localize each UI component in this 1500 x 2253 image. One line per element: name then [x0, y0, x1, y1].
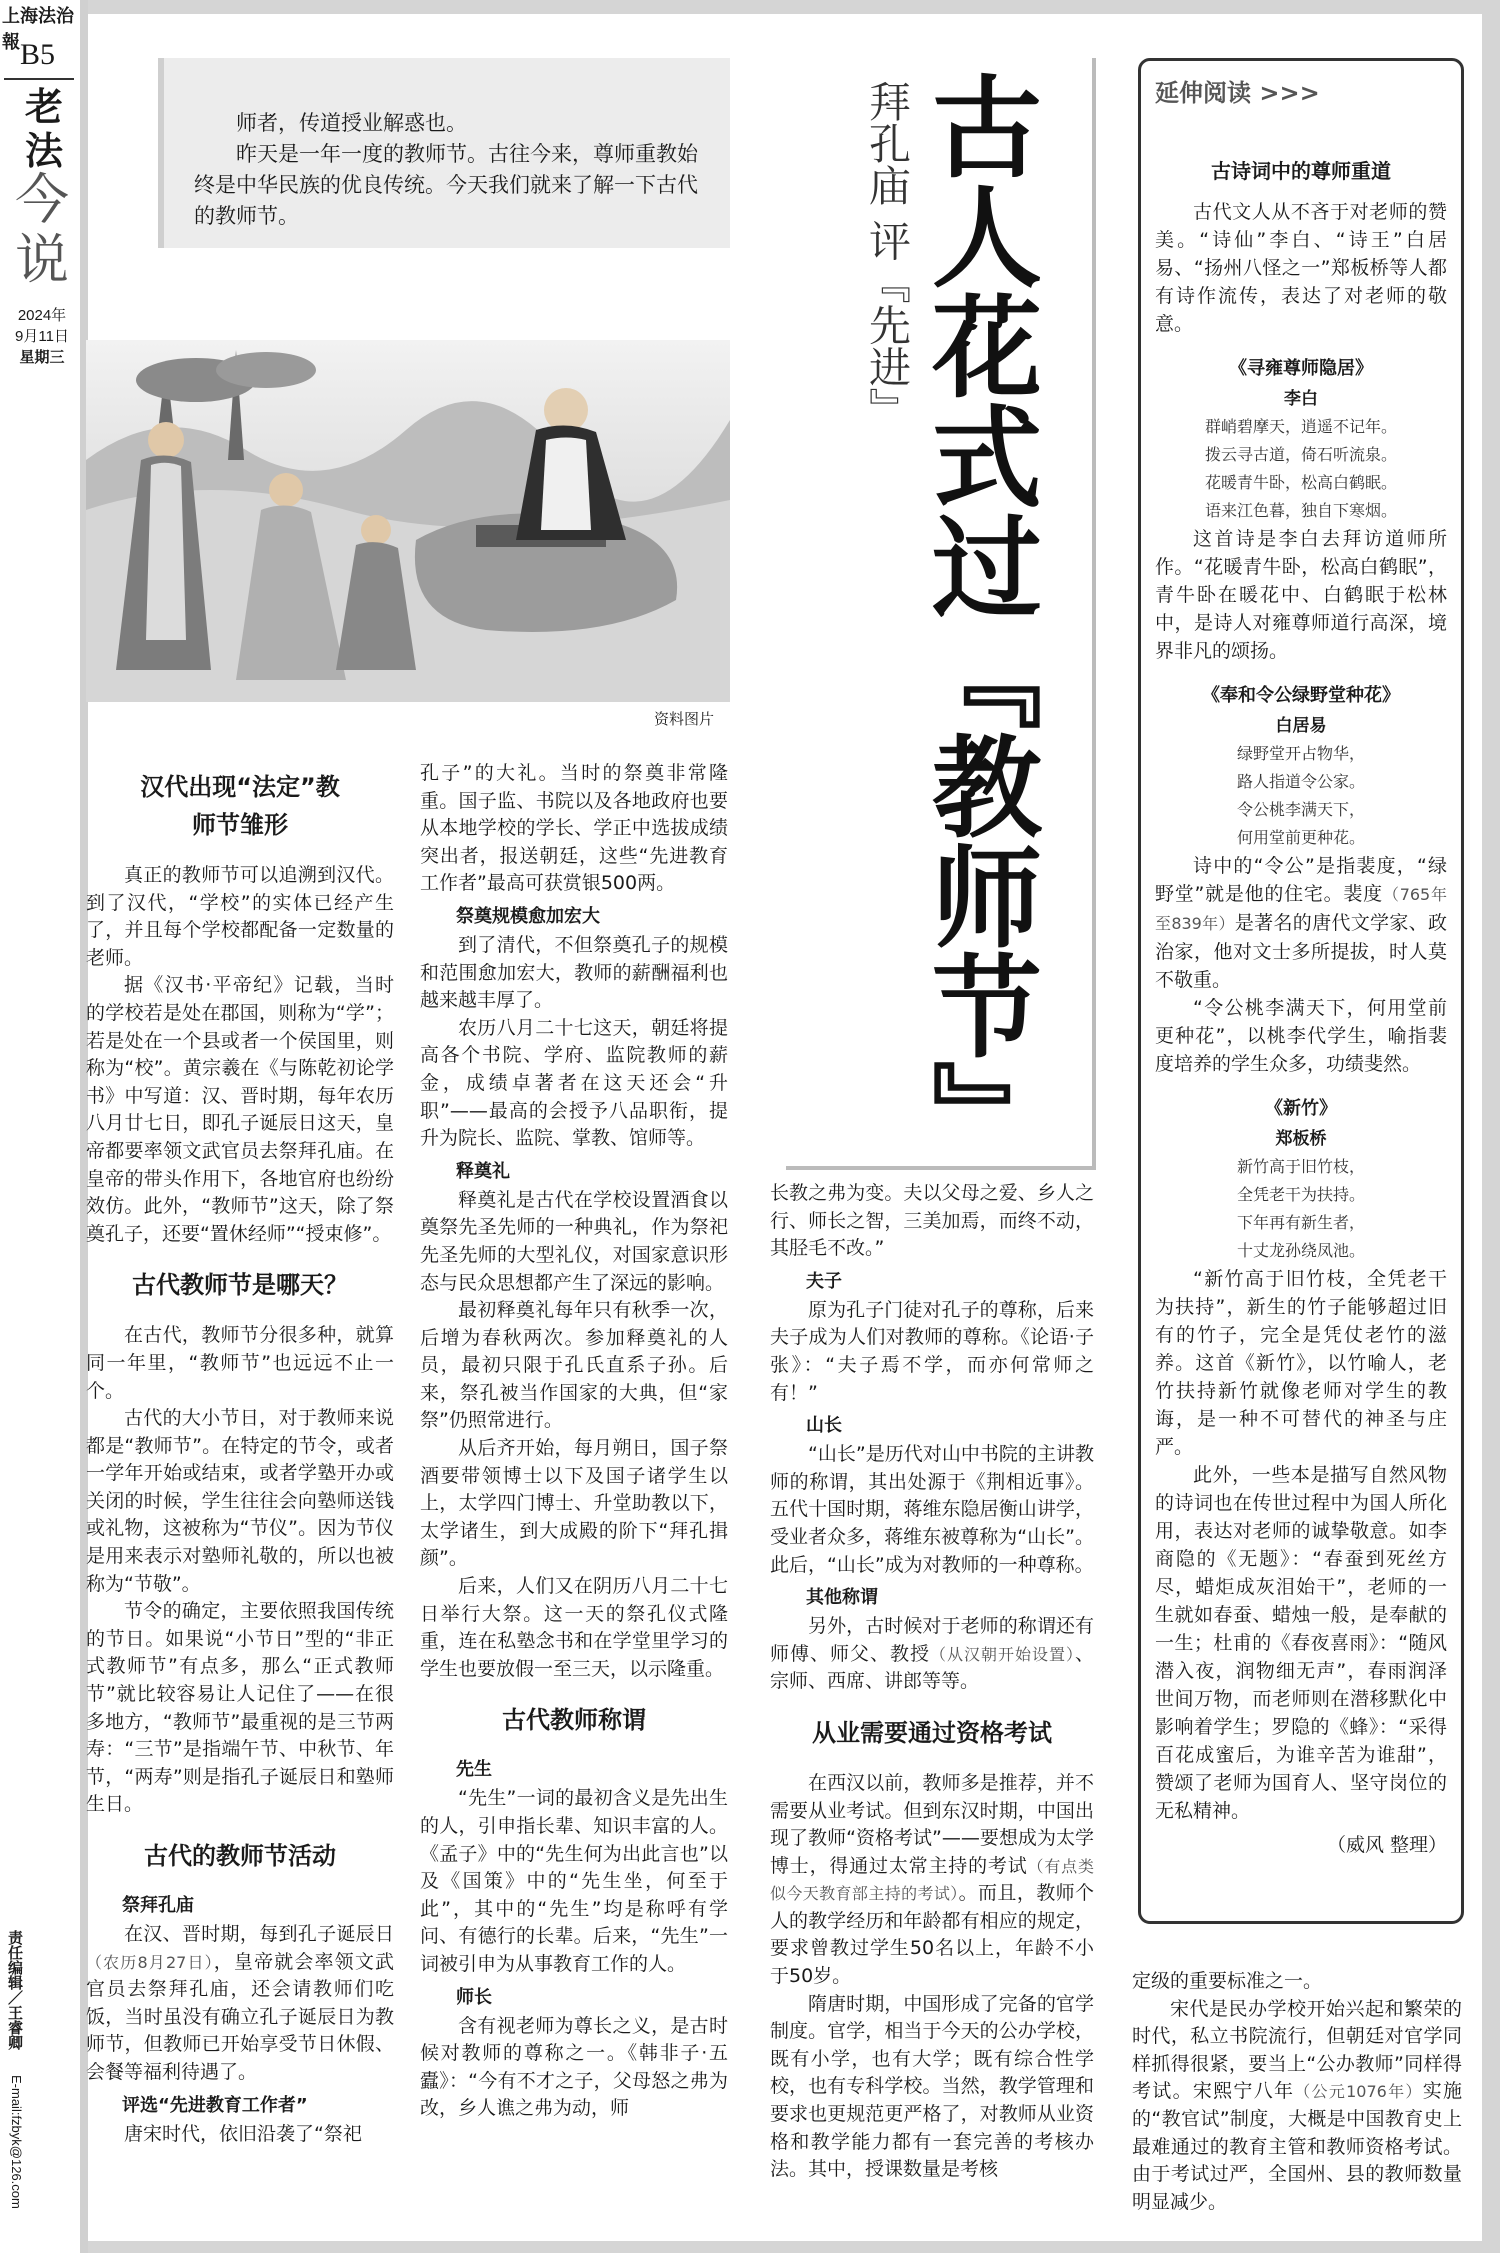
- paragraph: 节令的确定，主要依照我国传统的节日。如果说“小节日”型的“非正式教师节”有点多，那么“正式教师节”就比较容易让人记住了——在很多地方，“教师节”最重视的是三节两寿：“三节”是指端午节、中秋节、年节，“两寿”则是指孔子诞辰日和塾师生日。: [86, 1600, 394, 1816]
- note: （765年至839年）: [1155, 885, 1447, 933]
- paragraph: [770, 1770, 1094, 1991]
- paragraph: “先生”一词的最初含义是先出生的人，引申指长辈、知识丰富的人。《孟子》中的“先生何为出此言也”以及《国策》中的“先生坐，何至于此”，其中的“先生”均是称呼有学问、有德行的长辈。后来，“先生”一词被引申为从事教育工作的人。: [420, 1787, 728, 1975]
- poem-line: 令公桃李满天下，: [1236, 800, 1365, 819]
- paragraph: 长教之弗为变。夫以父母之爱、乡人之行、师长之智，三美加焉，而终不动，其胫毛不改。”: [770, 1182, 1094, 1260]
- paragraph: [1132, 1996, 1462, 2217]
- paragraph: 据《汉书·平帝纪》记载，当时的学校若是处在郡国，则称为“学”；若是处在一个县或者一个侯国里，则称为“校”。黄宗羲在《与陈乾初论学书》中写道：汉、晋时期，每年农历八月廿七日，即孔子诞辰日这天，皇帝都要率领文武官员去祭拜孔庙。在皇帝的带头作用下，各地官府也纷纷效仿。此外，“教师节”这天，除了祭奠孔子，还要“置休经师”“授束修”。: [86, 974, 394, 1245]
- text: 是著名的唐代文学家、政治家，他对文士多所提拔，时人莫不敬重。: [1155, 912, 1447, 991]
- poem-line: 拨云寻古道，倚石听流泉。: [1204, 445, 1397, 464]
- sidebar-section-title: 古诗词中的尊师重道: [1211, 159, 1391, 183]
- section-heading: 汉代出现“法定”教师节雏形: [140, 773, 340, 839]
- paragraph: [770, 1613, 1094, 1696]
- paragraph: “山长”是历代对山中书院的主讲教师的称谓，其出处源于《荆相近事》。五代十国时期，蒋维东隐居衡山讲学，受业者众多，蒋维东被尊称为“山长”。此后，“山长”成为对教师的一种尊称。: [770, 1443, 1094, 1576]
- extended-reading-heading: 延伸阅读 >>>: [1155, 79, 1320, 107]
- top-border: [88, 0, 1500, 14]
- section-heading: 古代的教师节活动: [144, 1842, 336, 1870]
- paragraph: 最初释奠礼每年只有秋季一次，后增为春秋两次。参加释奠礼的人员，最初只限于孔氏直系子孙。后来，祭孔被当作国家的大典，但“家祭”仍照常进行。: [420, 1299, 728, 1432]
- poem-line: 群峭碧摩天，逍遥不记年。: [1204, 417, 1397, 436]
- paragraph: 农历八月二十七这天，朝廷将提高各个书院、学府、监院教师的薪金，成绩卓著者在这天还会“升职”——最高的会授予八品职衔，提升为院长、监院、掌教、馆师等。: [420, 1016, 728, 1150]
- poem-author: 白居易: [1275, 716, 1327, 736]
- compiler-credit: （威风 整理）: [1326, 1834, 1447, 1856]
- subheading: 评选“先进教育工作者”: [122, 2094, 308, 2116]
- paragraph: 后来，人们又在阴历八月二十七日举行大祭。这一天的祭孔仪式隆重，连在私塾念书和在学堂里学习的学生也要放假一至三天，以示隆重。: [420, 1575, 728, 1680]
- subheading: 山长: [806, 1415, 842, 1437]
- extended-reading-body: [1155, 145, 1447, 1859]
- paragraph: 古代文人从不吝于对老师的赞美。“诗仙”李白、“诗王”白居易、“扬州八怪之一”郑板桥等人都有诗作流传，表达了对老师的敬意。: [1155, 201, 1447, 335]
- text: 另外，古时候对于老师的称谓还有师傅、师父、教授: [770, 1615, 1094, 1665]
- date-day: 9月11日: [15, 328, 69, 345]
- paragraph: 在古代，教师节分很多种，就算同一年里，“教师节”也远远不止一个。: [86, 1324, 394, 1402]
- text: 。而且，教师个人的教学经历和年龄都有相应的规定，要求曾教过学生50名以上，年龄不小于50岁。: [770, 1882, 1094, 1988]
- paragraph: 含有视老师为尊长之义，是古时候对教师的尊称之一。《韩非子·五蠹》：“今有不才之子，父母怒之弗为改，乡人谯之弗为动，师: [420, 2014, 728, 2120]
- text: 、宗师、西席、讲郎等等。: [770, 1642, 1094, 1693]
- text: 诗中的“令公”是指裴度，“绿野堂”就是他的住宅。裴度: [1155, 855, 1447, 905]
- paragraph: 释奠礼是古代在学校设置酒食以奠祭先圣先师的一种典礼，作为祭祀先圣先师的大型礼仪，对国家意识形态与民众思想都产生了深远的影响。: [420, 1188, 728, 1294]
- confucius-teaching-image: [86, 340, 730, 702]
- subheading: 先生: [456, 1759, 492, 1781]
- paragraph: 古代的大小节日，对于教师来说都是“教师节”。在特定的节令，或者一学年开始或结束，或者学塾开办或关闭的时候，学生往往会向塾师送钱或礼物，这被称为“节仪”。因为节仪是用来表示对塾师礼敬的，所以也被称为“节敬”。: [86, 1407, 394, 1595]
- note: （农历8月27日）: [86, 1952, 214, 1972]
- extended-reading-box: [1138, 58, 1464, 1924]
- paragraph: “新竹高于旧竹枝，全凭老干为扶持”，新生的竹子能够超过旧有的竹子，完全是凭仗老竹的滋养。这首《新竹》，以竹喻人，老竹扶持新竹就像老师对学生的教诲，是一种不可替代的神圣与庄严。: [1155, 1268, 1447, 1458]
- page-code: B5: [20, 38, 56, 71]
- column-name-top: 老法: [24, 84, 63, 173]
- poem-line: 花暖青牛卧，松高白鹤眠。: [1204, 473, 1397, 492]
- illustration-photo: [86, 340, 730, 702]
- paragraph: 唐宋时代，依旧沿袭了“祭祀: [124, 2122, 362, 2145]
- column-name-bottom: 今说: [15, 168, 69, 291]
- body-column-4: [1132, 1968, 1462, 2216]
- poem-line: 何用堂前更种花。: [1236, 828, 1365, 847]
- editor-email: E-mail:fzbyk@126.com: [9, 2075, 24, 2209]
- section-heading: 从业需要通过资格考试: [812, 1718, 1052, 1747]
- section-heading: 古代教师称谓: [502, 1706, 646, 1735]
- paragraph: 此外，一些本是描写自然风物的诗词也在传世过程中为国人所化用，表达对老师的诚挚敬意。如李商隐的《无题》：“春蚕到死丝方尽，蜡炬成灰泪始干”，老师的一生就如春蚕、蜡烛一般，是奉献的一生；杜甫的《春夜喜雨》：“随风潜入夜，润物细无声”，春雨润泽世间万物，而老师则在潜移默化中影响着学生；罗隐的《蜂》：“采得百花成蜜后，为谁辛苦为谁甜”，赞颂了老师为国育人、坚守岗位的无私精神。: [1155, 1464, 1447, 1822]
- paragraph: 定级的重要标准之一。: [1132, 1970, 1323, 1992]
- paragraph: 隋唐时期，中国形成了完备的官学制度。官学，相当于今天的公办学校，既有小学，也有大学；既有综合性学校，也有专科学校。当然，教学管理和要求也更规范更严格了，对教师从业资格和教学能力都有一套完善的考核办法。其中，授课数量是考核: [770, 1992, 1094, 2181]
- issue-date: [4, 305, 80, 368]
- text: 宋代是民办学校开始兴起和繁荣的时代，私立书院流行，但朝廷对官学同样抓得很紧，要当上“公办教师”同样得考试。宋熙宁八年: [1132, 1997, 1462, 2103]
- poem-line: 十丈龙孙绕凤池。: [1236, 1241, 1365, 1260]
- text: 在汉、晋时期，每到孔子诞辰日: [124, 1923, 394, 1945]
- body-column-2: [420, 760, 728, 2123]
- subheading: 祭拜孔庙: [122, 1895, 194, 1916]
- section-heading: 古代教师节是哪天？: [132, 1271, 348, 1300]
- paragraph: [1155, 852, 1447, 994]
- photo-caption: 资料图片: [654, 710, 715, 728]
- subheading: 师长: [456, 1986, 492, 2008]
- article-title: 古人花式过『教师节』: [914, 70, 1043, 1170]
- intro-line-1: 师者，传道授业解惑也。: [236, 111, 467, 135]
- subheading: 夫子: [806, 1270, 842, 1292]
- bottom-border: [88, 2241, 1500, 2253]
- intro-box: [158, 58, 730, 248]
- body-column-3: [770, 1180, 1094, 2184]
- paragraph: 从后齐开始，每月朔日，国子祭酒要带领博士以下及国子诸学生以上，太学四门博士、升堂助教以下，太学诸生，到大成殿的阶下“拜孔揖颜”。: [420, 1437, 728, 1570]
- poem-line: 新竹高于旧竹枝，: [1236, 1157, 1365, 1176]
- poem-title: 《新竹》: [1265, 1098, 1337, 1119]
- poem-line: 语来江色暮，独自下寒烟。: [1204, 501, 1397, 520]
- editor-credit: 责任编辑／王睿卿: [6, 1930, 24, 2050]
- paragraph: 这首诗是李白去拜访道师所作。“花暖青牛卧，松高白鹤眠”，青牛卧在暖花中、白鹤眠于松林中，是诗人对雍尊师道行高深，境界非凡的颂扬。: [1155, 528, 1447, 662]
- paragraph: [86, 1921, 394, 2087]
- poem-line: 路人指道令公家。: [1236, 772, 1365, 791]
- paragraph: “令公桃李满天下，何用堂前更种花”，以桃李代学生，喻指裴度培养的学生众多，功绩斐然。: [1155, 997, 1447, 1075]
- text: ，皇帝就会率领文武官员去祭拜孔庙，还会请教师们吃饭，当时虽没有确立孔子诞辰日为教师节，但教师已开始享受节日休假、会餐等福利待遇了。: [86, 1950, 394, 2083]
- text: 实施的“教官试”制度，大概是中国教育史上最难通过的教育主管和教师资格考试。由于考试过严，全国州、县的教师数量明显减少。: [1132, 2080, 1462, 2213]
- paragraph: 到了清代，不但祭奠孔子的规模和范围愈加宏大，教师的薪酬福利也越来越丰厚了。: [420, 933, 728, 1012]
- poem-line: 下年再有新生者，: [1236, 1213, 1365, 1232]
- subheading: 其他称谓: [806, 1587, 878, 1609]
- newspaper-masthead: 上海法治報: [2, 6, 74, 53]
- poem-author: 郑板桥: [1275, 1129, 1327, 1149]
- intro-line-2: 昨天是一年一度的教师节。古往今来，尊师重教始终是中华民族的优良传统。今天我们就来了解一下古代的教师节。: [194, 142, 698, 228]
- paragraph: 原为孔子门徒对孔子的尊称，后来夫子成为人们对教师的尊称。《论语·子张》：“夫子焉不学，而亦何常师之有！”: [770, 1298, 1094, 1404]
- divider: [4, 78, 74, 80]
- note: （公元1076年）: [1294, 2082, 1423, 2102]
- poem-title: 《奉和令公绿野堂种花》: [1202, 685, 1400, 706]
- poem-line: 全凭老干为扶持。: [1236, 1185, 1365, 1204]
- body-column-1: [86, 768, 394, 2148]
- subheading: 祭奠规模愈加宏大: [456, 905, 600, 927]
- note: （从汉朝开始设置）: [929, 1644, 1075, 1664]
- weekday: 星期三: [19, 349, 65, 366]
- note: （有点类似今天教育部主持的考试）: [770, 1856, 1094, 1904]
- poem-author: 李白: [1284, 389, 1318, 409]
- article-subtitle: 拜孔庙 评『先进』: [863, 80, 912, 430]
- paragraph: 孔子”的大礼。当时的祭奠非常隆重。国子监、书院以及各地政府也要从本地学校的学长、学正中选拔成绩突出者，报送朝廷，这些“先进教育工作者”最高可获赏银500两。: [420, 762, 728, 895]
- paragraph: 真正的教师节可以追溯到汉代。到了汉代，“学校”的实体已经产生了，并且每个学校都配备一定数量的老师。: [86, 864, 394, 969]
- subheading: 释奠礼: [456, 1160, 510, 1182]
- date-year: 2024年: [17, 307, 67, 324]
- text: 在西汉以前，教师多是推荐，并不需要从业考试。但到东汉时期，中国出现了教师“资格考试”——要想成为太学博士，得通过太常主持的考试: [770, 1771, 1094, 1877]
- poem-line: 绿野堂开占物华，: [1236, 744, 1365, 763]
- right-border: [1482, 0, 1500, 2253]
- poem-title: 《寻雍尊师隐居》: [1229, 358, 1373, 379]
